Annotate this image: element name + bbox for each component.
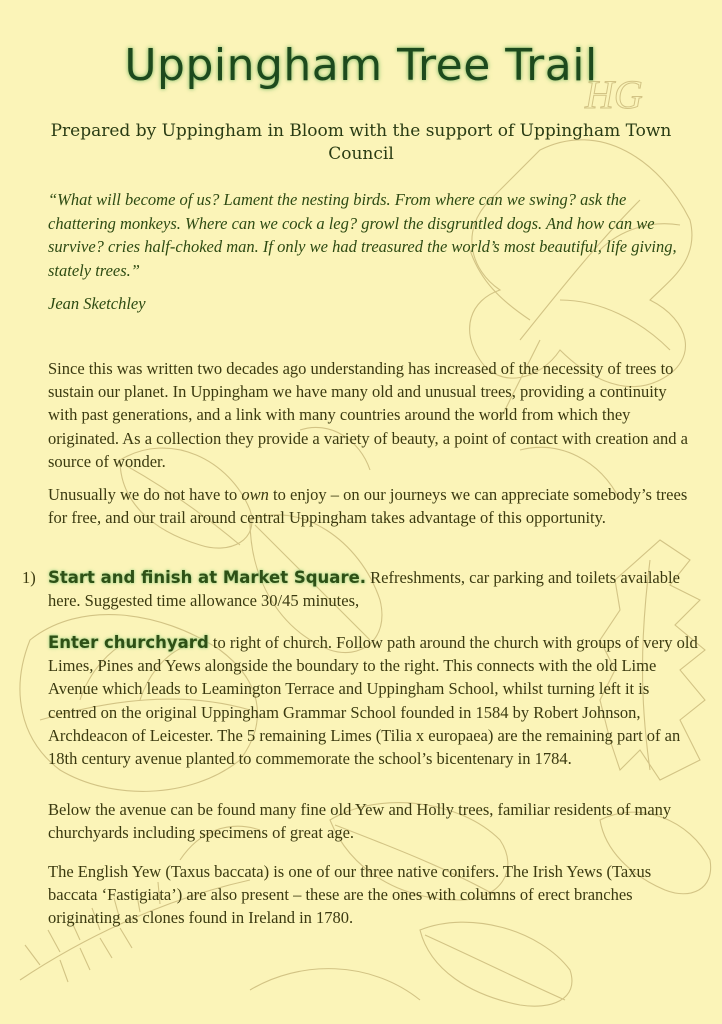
intro2-after: to enjoy – on our journeys we can appreciate somebody’s trees for free, and our trail around central Uppingham takes advantage of this opportunity. — [48, 485, 688, 528]
step-start-heading: Start and finish at Market Square. — [48, 568, 367, 587]
yew-paragraph: The English Yew (Taxus baccata) is one of our three native conifers. The Irish Yews (Taxus baccata ‘Fastigiata’) are also present – these are the ones with columns of erect branches originating as clones found in Ireland in 1780. — [48, 862, 652, 928]
churchyard-paragraph — [48, 631, 700, 770]
step-start-text: Refreshments, car parking and toilets available here. Suggested time allowance 30/45 minutes, — [48, 568, 680, 611]
intro2-emphasis: own — [241, 485, 269, 504]
intro2-before: Unusually we do not have to — [48, 485, 242, 504]
churchyard-heading: Enter churchyard — [48, 633, 209, 652]
step-number: 1) — [22, 568, 36, 587]
intro-paragraph-2 — [48, 483, 700, 529]
page-title: Uppingham Tree Trail — [124, 40, 598, 91]
churchyard-text: to right of church. Follow path around the church with groups of very old Limes, Pines and Yews alongside the boundary to the right. This connects with the old Lime Avenue which leads to Leamington Terrace and Uppingham School, whilst turning left it is centred on the original Uppingham Grammar School founded in 1584 by Robert Johnson, Archdeacon of Leicester. The 5 remaining Limes (Tilia x europaea) are the remaining part of an 18th century avenue planted to commemorate the school’s bicentenary in 1784. — [48, 633, 698, 769]
artist-monogram: HG — [585, 72, 643, 117]
epigraph-quote: “What will become of us? Lament the nesting birds. From where can we swing? ask the chattering monkeys. Where can we cock a leg? growl the disgruntled dogs. And how can we survive? cries half-choked man. If only we had treasured the world’s most beautiful, life giving, stately trees.” — [48, 190, 677, 280]
quote-author: Jean Sketchley — [48, 294, 146, 313]
subtitle: Prepared by Uppingham in Bloom with the support of Uppingham Town Council — [50, 121, 672, 164]
step-start-paragraph — [48, 566, 700, 612]
avenue-paragraph: Below the avenue can be found many fine old Yew and Holly trees, familiar residents of many churchyards including specimens of great age. — [48, 800, 672, 843]
intro-paragraph: Since this was written two decades ago understanding has increased of the necessity of trees to sustain our planet. In Uppingham we have many old and unusual trees, providing a continuity with past generations, and a link with many countries around the world from which they originated. As a collection they provide a variety of beauty, a point of contact with creation and a source of wonder. — [48, 359, 688, 471]
